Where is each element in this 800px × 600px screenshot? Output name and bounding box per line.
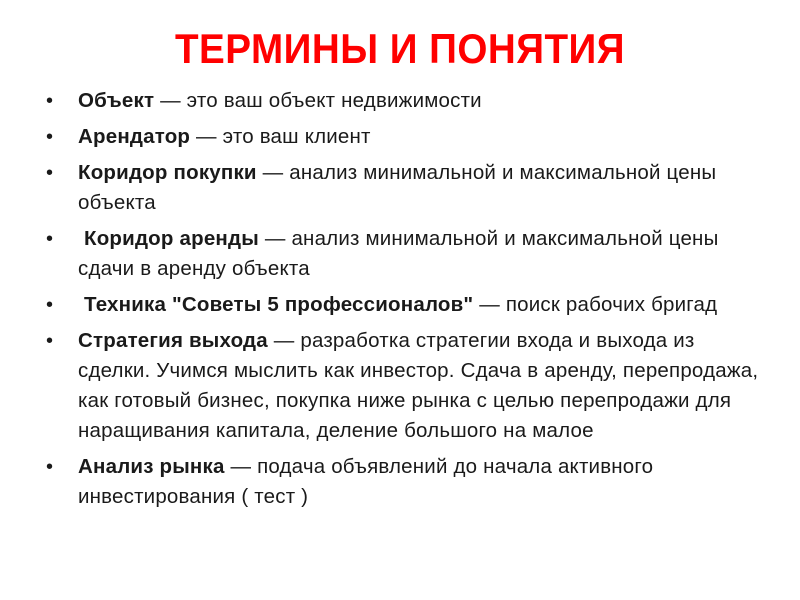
- term-label: Арендатор: [78, 125, 191, 148]
- bullet-icon: •: [46, 456, 54, 478]
- term-label: Коридор покупки: [78, 161, 257, 184]
- term-description: — разработка стратегии входа и выхода из сделки. Учимся мыслить как инвестор. Сдача в аренду, перепродажа, как готовый бизнес, покупка ниже рынка с целью перепродажи для наращивания капитала, деление большого на малое: [78, 329, 759, 442]
- list-item: [46, 86, 766, 116]
- list-item: [46, 158, 766, 218]
- terms-list: [46, 86, 766, 518]
- term-description: — подача объявлений до начала активного инвестирования ( тест ): [78, 455, 654, 508]
- bullet-icon: •: [46, 90, 54, 112]
- list-item: [46, 290, 766, 320]
- list-item: [46, 224, 766, 284]
- term-label: Объект: [78, 89, 155, 112]
- term-label: Стратегия выхода: [78, 329, 268, 352]
- list-item: [46, 122, 766, 152]
- term-description: — это ваш клиент: [190, 125, 371, 148]
- bullet-icon: •: [46, 162, 54, 184]
- term-description: — анализ минимальной и максимальной цены объекта: [78, 161, 717, 214]
- term-description: — поиск рабочих бригад: [473, 293, 718, 316]
- bullet-icon: •: [46, 228, 54, 250]
- list-item: [46, 326, 766, 446]
- slide-title: ТЕРМИНЫ И ПОНЯТИЯ: [174, 25, 626, 72]
- term-label: Техника "Советы 5 профессионалов": [84, 293, 474, 316]
- term-description: — анализ минимальной и максимальной цены сдачи в аренду объекта: [78, 227, 719, 280]
- bullet-icon: •: [46, 126, 54, 148]
- term-description: — это ваш объект недвижимости: [154, 89, 482, 112]
- bullet-icon: •: [46, 330, 54, 352]
- list-item: [46, 452, 766, 512]
- term-label: Коридор аренды: [84, 227, 259, 250]
- bullet-icon: •: [46, 294, 54, 316]
- term-label: Анализ рынка: [78, 455, 225, 478]
